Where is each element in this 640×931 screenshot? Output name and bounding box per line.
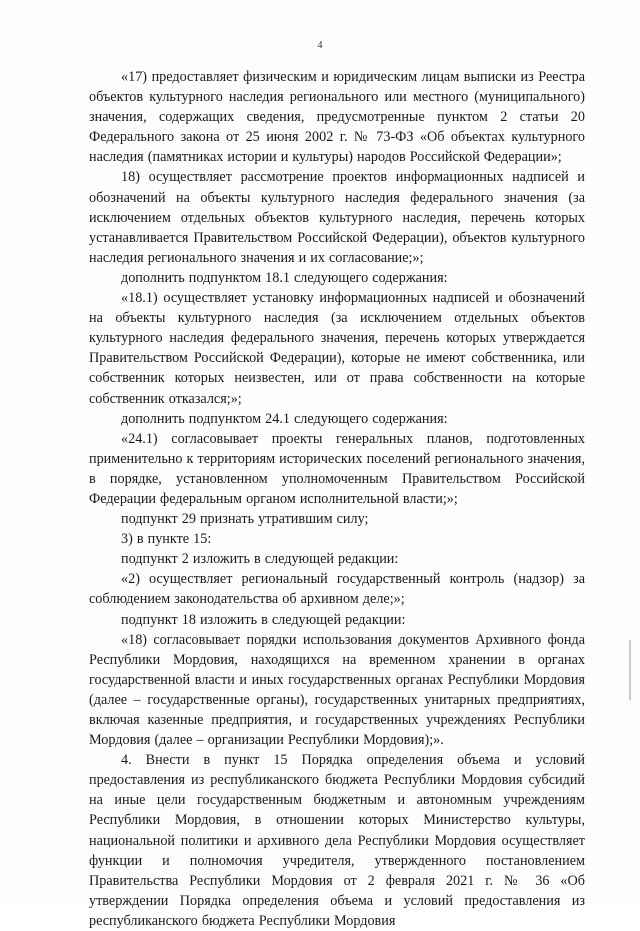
paragraph-item-17: «17) предоставляет физическим и юридическим лицам выписки из Реестра объектов культурного наследия регионального или местного (муниципального) значения, содержащих сведения, предусмотренные пунктом 2 статьи 20 Федерального закона от 25 июня 2002 г. № 73-ФЗ «Об объектах культурного наследия (памятниках истории и культуры) народов Российской Федерации»;	[89, 69, 585, 166]
paragraph-item-24-1: «24.1) согласовывает проекты генеральных планов, подготовленных применительно к территориям исторических поселений регионального значения, в порядке, установленном уполномоченным Правительством Российской Федерации федеральным органом исполнительной власти;»;	[89, 430, 585, 507]
paragraph-add-24-1-instruction: дополнить подпунктом 24.1 следующего содержания:	[121, 410, 448, 427]
paragraph-item-29-repeal: подпункт 29 признать утратившим силу;	[121, 511, 369, 528]
scan-edge-mark	[629, 640, 631, 700]
paragraph-add-18-1-instruction: дополнить подпунктом 18.1 следующего содержания:	[121, 269, 448, 286]
paragraph-subitem-18: «18) согласовывает порядки использования документов Архивного фонда Республики Мордовия, находящихся на временном хранении в органах государственной власти и иных государственных органах Республики Мордовия (далее – государственные органы), государственных унитарных предприятиях, включая казенные предприятия, и государственных учреждениях Республики Мордовия (далее – организации Республики Мордовия);».	[89, 631, 585, 749]
paragraph-point-15-heading: 3) в пункте 15:	[121, 531, 212, 548]
paragraph-subitem-2-instruction: подпункт 2 изложить в следующей редакции:	[121, 551, 399, 568]
document-body	[89, 67, 585, 931]
paragraph-section-4: 4. Внести в пункт 15 Порядка определения объема и условий предоставления из республиканского бюджета Республики Мордовия субсидий на иные цели государственным бюджетным и автономным учреждениям Республики Мордовия, в отношении которых Министерство культуры, национальной политики и архивного дела Республики Мордовия осуществляет функции и полномочия учредителя, утвержденного постановлением Правительства Республики Мордовия от 2 февраля 2021 г. № 36 «Об утверждении Порядка определения объема и условий предоставления из республиканского бюджета Республики Мордовия	[89, 752, 585, 929]
paragraph-item-18: 18) осуществляет рассмотрение проектов информационных надписей и обозначений на объекты культурного наследия федерального значения (за исключением отдельных объектов культурного наследия, перечень которых устанавливается Правительством Российской Федерации), объектов культурного наследия регионального значения и их согласование;»;	[89, 169, 585, 266]
paragraph-subitem-18-instruction: подпункт 18 изложить в следующей редакции:	[121, 611, 406, 628]
paragraph-item-18-1: «18.1) осуществляет установку информационных надписей и обозначений на объекты культурного наследия (за исключением отдельных объектов культурного наследия федерального значения, перечень которых утверждается Правительством Российской Федерации), которые не имеют собственника, или собственник которых неизвестен, или от права собственности на которые собственник отказался;»;	[89, 290, 585, 407]
page-number: 4	[317, 40, 323, 51]
paragraph-subitem-2: «2) осуществляет региональный государственный контроль (надзор) за соблюдением законодательства об архивном деле;»;	[89, 571, 585, 608]
